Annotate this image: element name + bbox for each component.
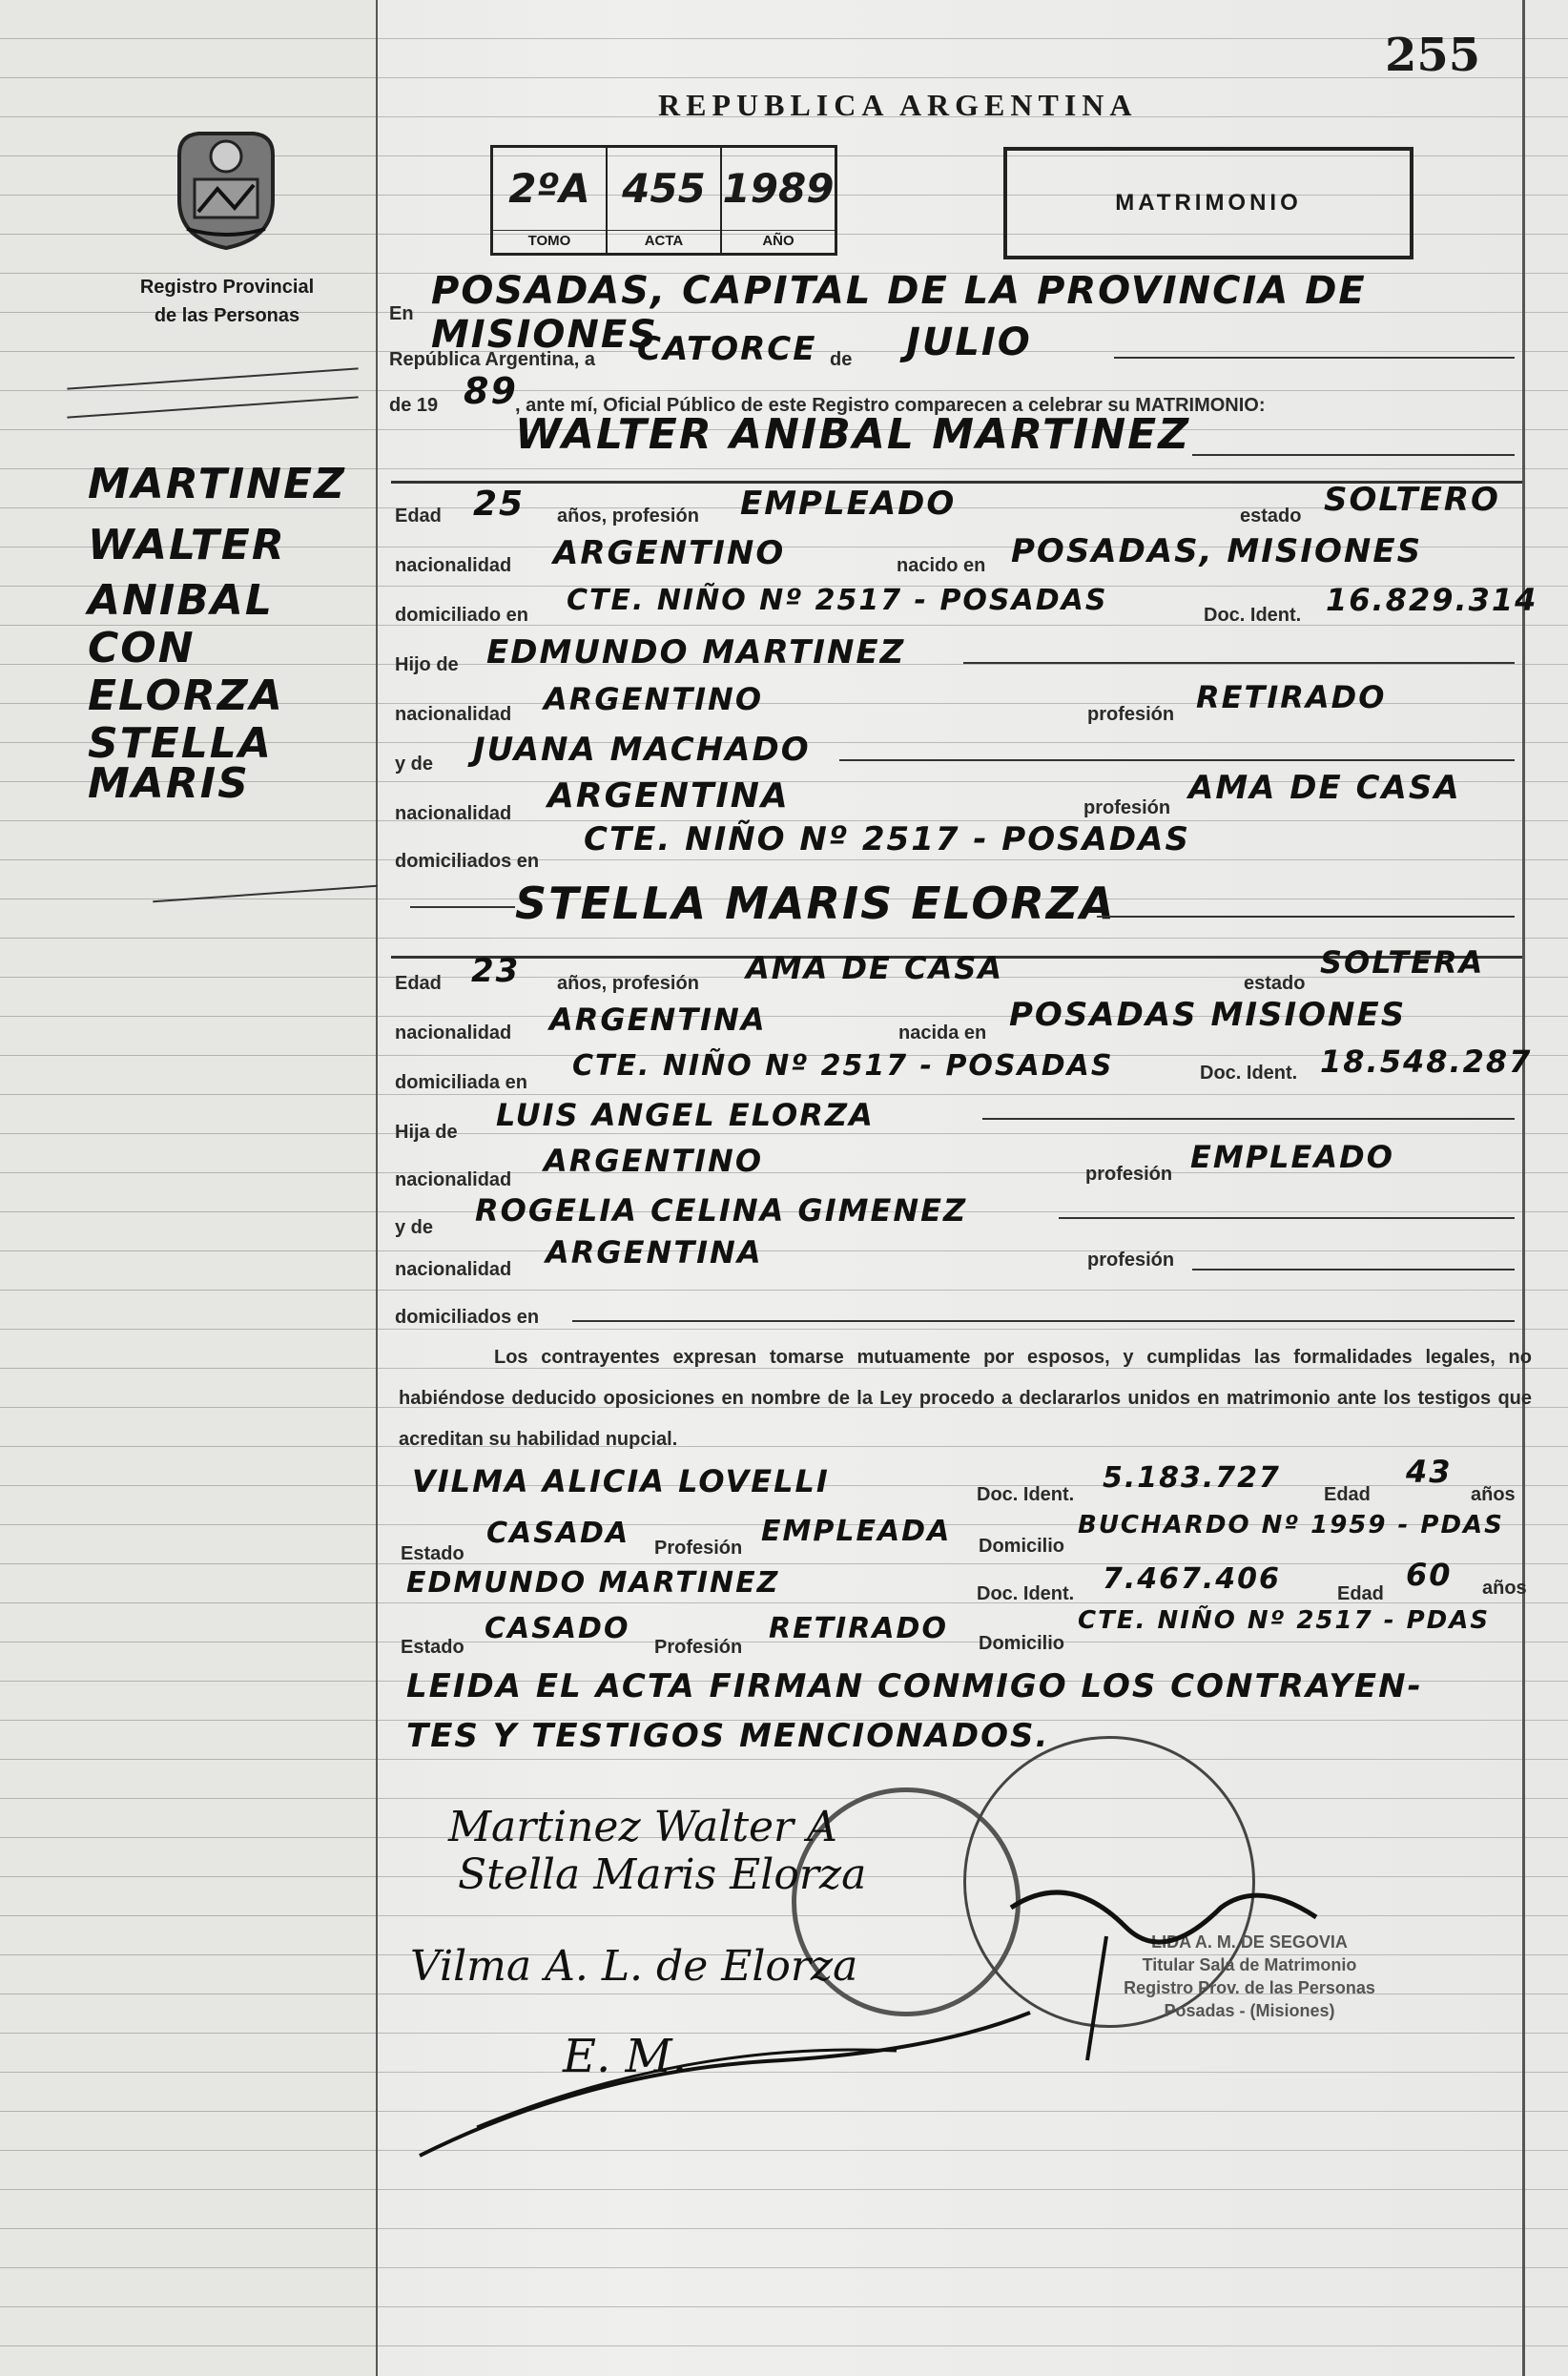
bride-occupation: AMA DE CASA [746,950,1004,986]
label-nacionalidad: nacionalidad [395,1259,512,1280]
groom-marital-status: SOLTERO [1324,481,1500,519]
groom-age: 25 [473,485,526,524]
label-nacionalidad: nacionalidad [395,555,512,576]
label-edad: Edad [395,973,442,994]
groom-name: WALTER ANIBAL MARTINEZ [515,410,1191,459]
fill-line [1097,916,1515,918]
page-number: 255 [1385,29,1481,82]
groom-address: CTE. NIÑO Nº 2517 - POSADAS [567,584,1108,617]
bride-father: LUIS ANGEL ELORZA [496,1097,875,1133]
bride-marital-status: SOLTERA [1320,944,1485,981]
groom-mother-occupation: AMA DE CASA [1188,769,1461,807]
label-witness-anos: años [1471,1484,1516,1505]
margin-surname: MARTINEZ [88,460,346,508]
country-heading: REPUBLICA ARGENTINA [658,88,1138,122]
acta-cell [608,148,722,253]
label-domiciliados-en: domiciliados en [395,851,540,872]
bride-signature: Stella Maris Elorza [458,1850,867,1899]
witness2-marital-status: CASADO [485,1612,630,1645]
official-stamp-line-4: Posadas - (Misiones) [1164,2001,1335,2020]
label-y-de: y de [395,1217,434,1238]
bride-father-occupation: EMPLEADO [1190,1139,1394,1175]
label-en: En [389,303,414,324]
label-de: de [830,349,853,370]
record-type-box: MATRIMONIO [1003,147,1413,259]
label-witness-profesion: Profesión [654,1538,743,1559]
fill-line [410,906,515,908]
signature-strokes [401,1850,1450,2165]
label-witness-anos: años [1482,1578,1527,1599]
registry-name [105,273,349,330]
registry-line-1: Registro Provincial [139,277,315,298]
label-republica: República Argentina, a [389,349,595,370]
acta-label: ACTA [608,230,720,249]
label-nacido-en: nacido en [897,555,986,576]
ano-label: AÑO [722,230,835,249]
bride-mother: ROGELIA CELINA GIMENEZ [475,1192,968,1229]
groom-parents-address: CTE. NIÑO Nº 2517 - POSADAS [584,820,1190,858]
margin-bride-name-1: STELLA [88,719,273,768]
groom-signature: Martinez Walter A [448,1803,837,1851]
label-witness-estado: Estado [401,1637,464,1658]
ano-value: 1989 [722,165,835,212]
groom-id-number: 16.829.314 [1326,582,1538,618]
label-de19: de 19 [389,395,439,416]
groom-father: EDMUNDO MARTINEZ [486,633,906,671]
label-witness-edad: Edad [1324,1484,1371,1505]
label-anos-profesion: años, profesión [557,973,699,994]
day-value: CATORCE [637,330,817,368]
place-value: POSADAS, CAPITAL DE LA PROVINCIA DE MISIONES [431,269,1367,357]
groom-occupation: EMPLEADO [740,485,957,523]
witness1-age: 43 [1406,1454,1453,1490]
label-estado: estado [1240,506,1302,527]
fill-line [1192,454,1515,456]
fill-line [839,759,1515,761]
label-domiciliada-en: domiciliada en [395,1072,527,1093]
groom-mother: JUANA MACHADO [473,731,811,769]
label-profesion: profesión [1087,704,1175,725]
ano-cell [722,148,835,253]
bride-father-nationality: ARGENTINO [544,1143,764,1179]
bride-age: 23 [471,952,521,990]
bride-id-number: 18.548.287 [1320,1043,1533,1080]
fill-line [982,1118,1515,1120]
label-nacionalidad: nacionalidad [395,704,512,725]
label-edad: Edad [395,506,442,527]
label-witness-doc: Doc. Ident. [977,1583,1075,1604]
label-y-de: y de [395,754,434,775]
label-nacionalidad: nacionalidad [395,1023,512,1043]
bride-name: STELLA MARIS ELORZA [515,878,1116,929]
label-domiciliado-en: domiciliado en [395,605,529,626]
witness1-marital-status: CASADA [486,1517,630,1550]
label-profesion: profesión [1085,1164,1173,1185]
label-domiciliados-en: domiciliados en [395,1307,540,1328]
label-witness-estado: Estado [401,1543,464,1564]
official-stamp-line-2: Titular Sala de Matrimonio [1142,1955,1357,1974]
tomo-value: 2ºA [508,165,590,212]
witness2-id-number: 7.467.406 [1103,1562,1281,1596]
fill-line [572,1320,1515,1322]
bride-birthplace: POSADAS MISIONES [1009,996,1407,1034]
provincial-crest-icon [170,126,282,252]
margin-connector: CON [88,624,196,672]
record-number-box [490,145,837,256]
groom-mother-nationality: ARGENTINA [547,776,790,816]
witness2-name: EDMUNDO MARTINEZ [406,1566,780,1600]
bride-address: CTE. NIÑO Nº 2517 - POSADAS [572,1049,1114,1083]
official-stamp-line-1: LIDA A. M. DE SEGOVIA [1151,1932,1348,1952]
margin-bride-name-2: MARIS [88,759,250,808]
tomo-label: TOMO [493,230,606,249]
margin-given-name-2: ANIBAL [88,576,274,625]
fill-line [1192,1269,1515,1271]
year-suffix-value: 89 [464,370,518,412]
label-witness-edad: Edad [1337,1583,1384,1604]
witness2-occupation: RETIRADO [769,1612,948,1645]
official-stamp-line-3: Registro Prov. de las Personas [1124,1978,1375,1997]
bride-mother-nationality: ARGENTINA [546,1234,763,1271]
fill-line [1059,1217,1515,1219]
witness2-age: 60 [1406,1557,1453,1593]
declaration-paragraph: Los contrayentes expresan tomarse mutuamente por esposos, y cumplidas las formalidades legales, no habiéndose deducido oposiciones en nombre de la Ley procedo a declararlos unidos en matrimonio ante los testigos que acreditan su habilidad nupcial. [399,1347,1532,1450]
left-margin-column [0,0,378,2376]
acta-value: 455 [622,165,706,212]
witness1-address: BUCHARDO Nº 1959 - PDAS [1078,1511,1504,1539]
groom-father-occupation: RETIRADO [1196,679,1387,715]
label-witness-profesion: Profesión [654,1637,743,1658]
margin-bride-surname: ELORZA [88,671,284,720]
bride-nationality: ARGENTINA [549,1002,767,1038]
groom-nationality: ARGENTINO [553,534,786,572]
groom-birthplace: POSADAS, MISIONES [1011,532,1423,570]
label-witness-doc: Doc. Ident. [977,1484,1075,1505]
label-witness-domicilio: Domicilio [979,1536,1065,1557]
label-estado: estado [1244,973,1306,994]
label-doc-ident: Doc. Ident. [1200,1063,1298,1084]
tomo-cell [493,148,608,253]
margin-given-name-1: WALTER [88,521,286,569]
margin-divider [376,0,378,2376]
groom-father-nationality: ARGENTINO [544,681,764,717]
label-witness-domicilio: Domicilio [979,1633,1065,1654]
fill-line [963,662,1515,664]
registry-line-2: de las Personas [154,305,300,326]
label-profesion: profesión [1087,1250,1175,1271]
closing-line-1: LEIDA EL ACTA FIRMAN CONMIGO LOS CONTRAYEN- [406,1667,1423,1705]
label-hija-de: Hija de [395,1122,458,1143]
label-doc-ident: Doc. Ident. [1204,605,1302,626]
witness2-address: CTE. NIÑO Nº 2517 - PDAS [1078,1606,1491,1635]
label-nacionalidad: nacionalidad [395,1169,512,1190]
witness1-id-number: 5.183.727 [1103,1461,1281,1495]
label-ante: , ante mí, Oficial Público de este Registro comparecen a celebrar su MATRIMONIO: [515,395,1266,416]
witness2-signature: E. M. [563,2030,687,2083]
closing-line-2: TES Y TESTIGOS MENCIONADOS. [406,1717,1050,1755]
month-value: JULIO [906,320,1032,364]
label-anos-profesion: años, profesión [557,506,699,527]
fill-line [1114,357,1515,359]
label-hijo-de: Hijo de [395,654,459,675]
label-nacionalidad: nacionalidad [395,803,512,824]
label-nacida-en: nacida en [898,1023,987,1043]
label-profesion: profesión [1083,797,1171,818]
witness1-occupation: EMPLEADA [761,1515,952,1548]
witness1-name: VILMA ALICIA LOVELLI [412,1463,830,1499]
witness1-signature: Vilma A. L. de Elorza [410,1942,858,1991]
